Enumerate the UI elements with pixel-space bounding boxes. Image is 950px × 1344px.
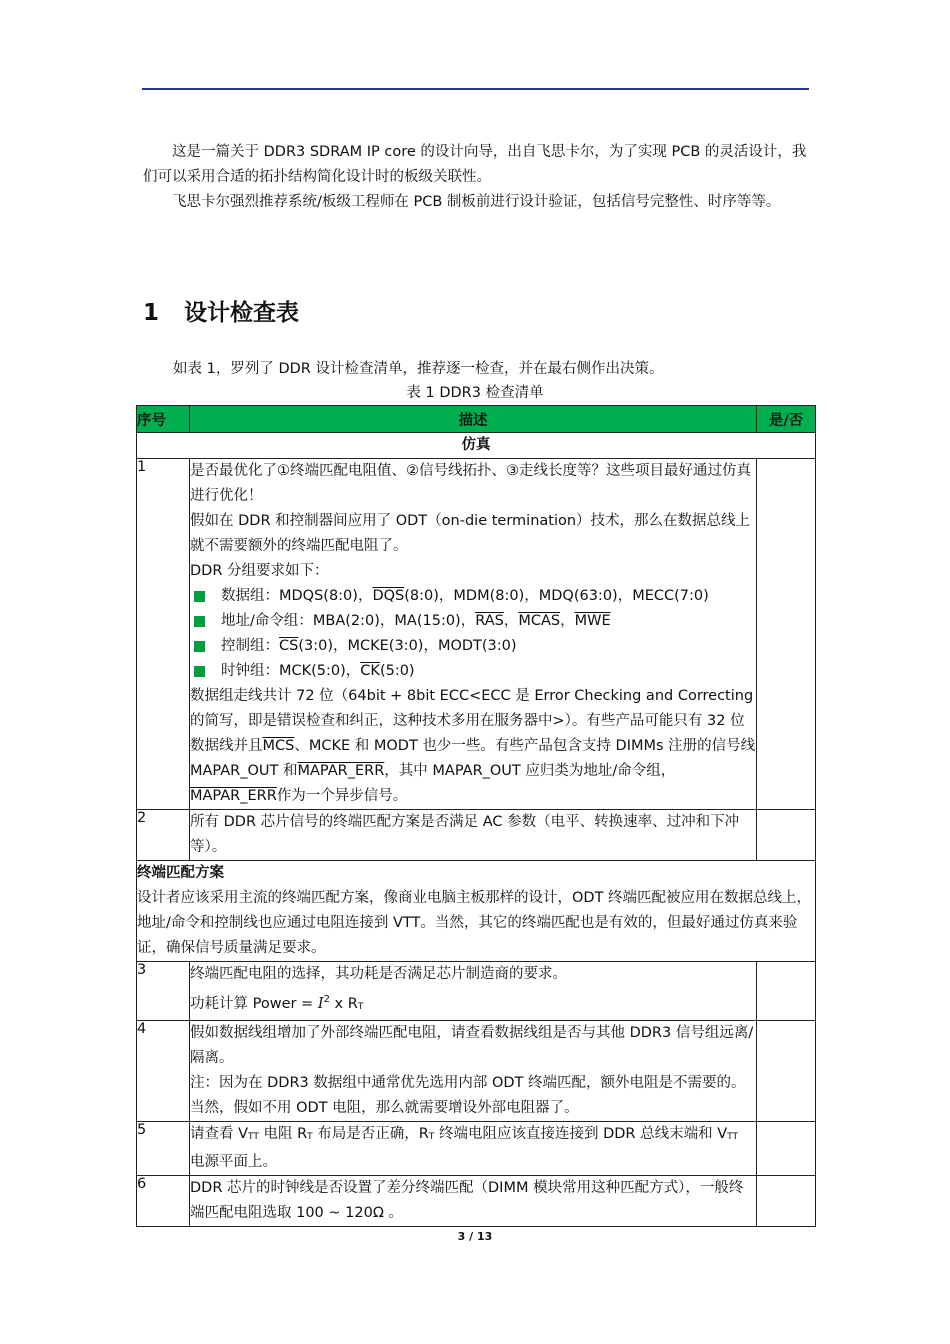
g4c: (5:0) bbox=[379, 663, 415, 679]
fa: 功耗计算 Power = bbox=[190, 995, 318, 1012]
r5g: 终端电阻应该直接连接到 DDR 总线末端和 V bbox=[434, 1125, 728, 1142]
row-decision-cell[interactable] bbox=[757, 1121, 816, 1175]
row-description bbox=[190, 962, 757, 1021]
section-row-simulation bbox=[137, 433, 816, 459]
row-index: 5 bbox=[137, 1121, 190, 1175]
table-row bbox=[137, 1175, 816, 1226]
g2e: ， bbox=[560, 613, 575, 629]
bullet-clock-group bbox=[190, 659, 756, 684]
header-rule bbox=[142, 88, 809, 90]
page-number: 3 / 13 bbox=[457, 1230, 493, 1243]
g2a: 地址/命令组：MBA(2:0)，MA(15:0)， bbox=[221, 613, 476, 629]
header-index: 序号 bbox=[137, 406, 190, 433]
r5a: 请查看 V bbox=[190, 1125, 249, 1142]
termination-title: 终端匹配方案 bbox=[137, 865, 224, 881]
power-formula bbox=[190, 987, 756, 1020]
row-description bbox=[190, 1020, 757, 1121]
row1-line2: 假如在 DDR 和控制器间应用了 ODT（on-die termination）技术，那么在数据总线上就不需要额外的终端匹配电阻了。 bbox=[190, 513, 751, 554]
r5h: TT bbox=[727, 1131, 738, 1142]
bullet-square-icon bbox=[194, 616, 205, 627]
fd: x R bbox=[329, 995, 358, 1012]
row-description: 所有 DDR 芯片信号的终端匹配方案是否满足 AC 参数（电平、转换速率、过冲和下冲等）。 bbox=[190, 810, 757, 861]
bullet-data-group bbox=[190, 584, 756, 609]
table-row bbox=[137, 962, 816, 1021]
row-index: 1 bbox=[137, 459, 190, 810]
termination-scheme bbox=[137, 861, 816, 962]
row-decision-cell[interactable] bbox=[757, 810, 816, 861]
intro-paragraph-2: 飞思卡尔强烈推荐系统/板级工程师在 PCB 制板前进行设计验证，包括信号完整性、时序等等。 bbox=[172, 194, 781, 210]
table-row bbox=[137, 1121, 816, 1175]
r5f: T bbox=[428, 1131, 435, 1142]
section-number: 1 bbox=[143, 300, 160, 326]
pa: 数据组走线共计 72 位（64bit + 8bit ECC<ECC 是 Error Checking and Correcting 的简写，即是错误检查和纠正，这种技术多用在服务器中>）。有些产品可能只有 32 位数据线并且 bbox=[190, 688, 754, 754]
g4b: $\overline{CK}$ bbox=[360, 663, 380, 679]
r5b: TT bbox=[248, 1131, 259, 1142]
section-simulation: 仿真 bbox=[137, 433, 816, 459]
bullet-square-icon bbox=[194, 666, 205, 677]
row-decision-cell[interactable] bbox=[757, 1020, 816, 1121]
section-heading bbox=[143, 294, 299, 327]
g4a: 时钟组：MCK(5:0)， bbox=[221, 663, 361, 679]
r5d: T bbox=[307, 1131, 313, 1142]
bullet-square-icon bbox=[194, 641, 205, 652]
row-index: 4 bbox=[137, 1020, 190, 1121]
g3c: (3:0)，MCKE(3:0)，MODT(3:0) bbox=[298, 638, 517, 654]
table-caption: 表 1 DDR3 检查清单 bbox=[406, 385, 544, 401]
row-index: 2 bbox=[137, 810, 190, 861]
row4-line2: 注：因为在 DDR3 数据组中通常优先选用内部 ODT 终端匹配，额外电阻是不需要的。当然，假如不用 ODT 电阻，那么就需要增设外部电阻器了。 bbox=[190, 1074, 746, 1116]
bullet-control-group bbox=[190, 634, 756, 659]
g1c: (8:0)，MDM(8:0)，MDQ(63:0)，MECC(7:0) bbox=[404, 588, 709, 604]
fb: I bbox=[317, 995, 324, 1012]
table-header-row bbox=[137, 406, 816, 433]
intro-paragraph-1: 这是一篇关于 DDR3 SDRAM IP core 的设计向导，出自飞思卡尔，为了实现 PCB 的灵活设计，我们可以采用合适的拓扑结构简化设计时的板级关联性。 bbox=[143, 144, 807, 185]
g3b: $\overline{CS}$ bbox=[279, 638, 299, 654]
g2b: $\overline{RAS}$ bbox=[475, 613, 504, 629]
lead-paragraph: 如表 1，罗列了 DDR 设计检查清单，推荐逐一检查，并在最右侧作出决策。 bbox=[173, 361, 664, 377]
row-decision-cell[interactable] bbox=[757, 459, 816, 810]
r5i: 电源平面上。 bbox=[190, 1153, 277, 1170]
pd: MAPAR_ERR bbox=[297, 763, 385, 779]
pb: $\overline{MCS}$ bbox=[262, 738, 295, 754]
section-title: 设计检查表 bbox=[184, 300, 299, 326]
row1-line1: 是否最优化了①终端匹配电阻值、②信号线拓扑、③走线长度等？这些项目最好通过仿真进行优化！ bbox=[190, 463, 751, 504]
row-description bbox=[190, 459, 757, 810]
row-description: DDR 芯片的时钟线是否设置了差分终端匹配（DIMM 模块常用这种匹配方式），一般终端匹配电阻选取 100 ~ 120Ω 。 bbox=[190, 1175, 757, 1226]
g2c: ， bbox=[503, 613, 519, 629]
fc: 2 bbox=[323, 994, 330, 1005]
pe: ，其中 MAPAR_OUT 应归类为地址/命令组， bbox=[384, 763, 676, 779]
bullet-square-icon bbox=[194, 591, 205, 602]
row-index: 3 bbox=[137, 962, 190, 1021]
table-row bbox=[137, 810, 816, 861]
row1-line3: DDR 分组要求如下： bbox=[190, 563, 329, 579]
r5c: 电阻 R bbox=[258, 1125, 308, 1142]
g2f: $\overline{MWE}$ bbox=[574, 613, 611, 629]
fe: T bbox=[357, 1001, 364, 1012]
pf: MAPAR_ERR bbox=[190, 788, 277, 804]
g1a: 数据组：MDQS(8:0)， bbox=[221, 588, 373, 604]
termination-scheme-row bbox=[137, 861, 816, 962]
g1b: $\overline{DQS}$ bbox=[372, 588, 405, 604]
row3-line1: 终端匹配电阻的选择，其功耗是否满足芯片制造商的要求。 bbox=[190, 966, 567, 982]
row4-line1: 假如数据线组增加了外部终端匹配电阻，请查看数据线组是否与其他 DDR3 信号组远离/隔离。 bbox=[190, 1024, 754, 1066]
pc: 、MCKE 和 MODT 也少一些。有些产品包含支持 DIMMs 注册的信号线 MAPAR_OUT 和 bbox=[190, 738, 756, 779]
bullet-address-group bbox=[190, 609, 756, 634]
row-description bbox=[190, 1121, 757, 1175]
ddr3-checklist-table bbox=[136, 405, 816, 1227]
termination-text: 设计者应该采用主流的终端匹配方案，像商业电脑主板那样的设计，ODT 终端匹配被应用在数据总线上，地址/命令和控制线也应通过电阻连接到 VTT。当然，其它的终端匹配也是有效的，但最好通过仿真来验证，确保信号质量满足要求。 bbox=[137, 890, 812, 956]
table-row bbox=[137, 459, 816, 810]
header-yes-no: 是/否 bbox=[757, 406, 816, 433]
row1-paragraph bbox=[190, 684, 756, 809]
g2d: MCAS bbox=[518, 613, 561, 629]
pg: 作为一个异步信号。 bbox=[276, 788, 408, 804]
row-decision-cell[interactable] bbox=[757, 1175, 816, 1226]
row-decision-cell[interactable] bbox=[757, 962, 816, 1021]
g3a: 控制组： bbox=[221, 638, 279, 654]
header-description: 描述 bbox=[190, 406, 757, 433]
table-row bbox=[137, 1020, 816, 1121]
intro bbox=[143, 140, 809, 215]
row-index: 6 bbox=[137, 1175, 190, 1226]
r5e: 布局是否正确，R bbox=[312, 1125, 429, 1142]
